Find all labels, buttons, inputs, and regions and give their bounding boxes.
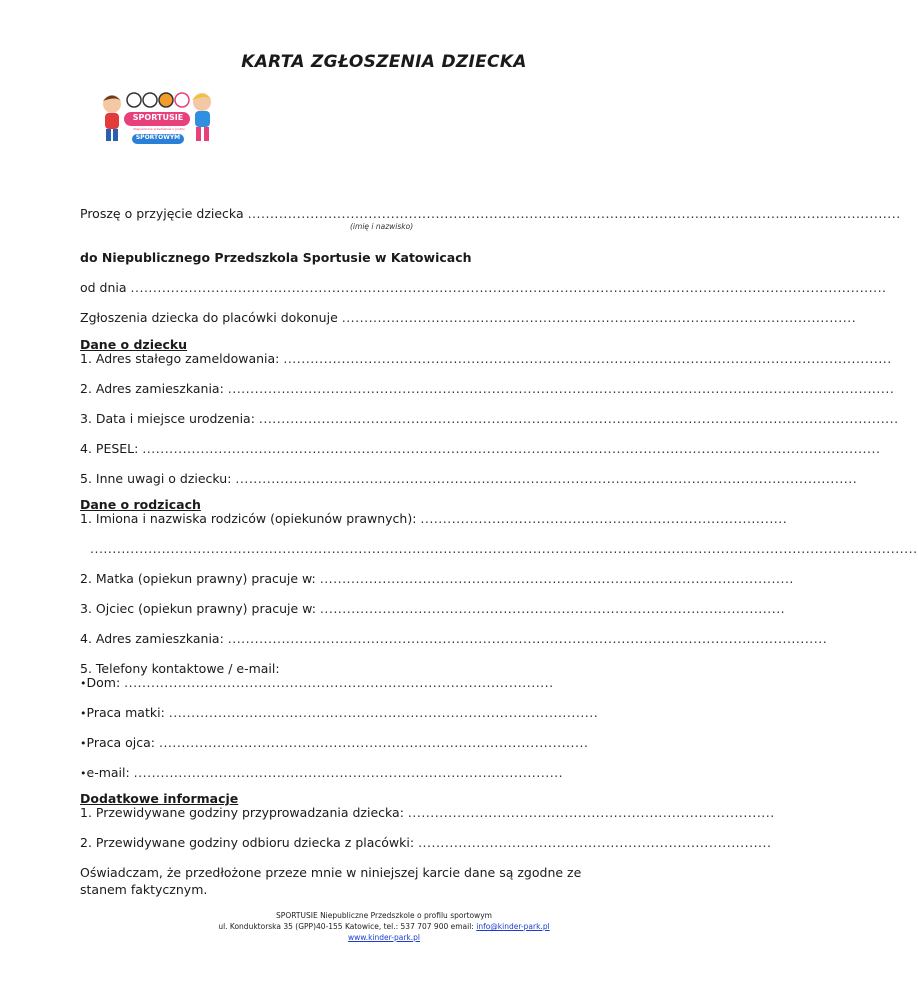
extra-section-heading: Dodatkowe informacje bbox=[80, 791, 239, 806]
parents-field-label: 1. Imiona i nazwiska rodziców (opiekunów prawnych): bbox=[80, 511, 421, 526]
parents-section-heading: Dane o rodzicach bbox=[80, 497, 201, 512]
from-date-line: od dnia ......................................................................................................................................................................... bbox=[80, 280, 887, 295]
child-field-label: 3. Data i miejsce urodzenia: bbox=[80, 411, 259, 426]
submitted-by-line: Zgłoszenia dziecka do placówki dokonuje ................................................................................................................... bbox=[80, 310, 857, 325]
declaration: Oświadczam, że przedłożone przeze mnie w niniejszej karcie dane są zgodne ze stanem faktycznym. bbox=[80, 865, 582, 897]
parents-field-1: 1. Imiona i nazwiska rodziców (opiekunów prawnych): .................................................................................. bbox=[80, 511, 788, 526]
name-hint: (imię i nazwisko) bbox=[350, 222, 414, 231]
request-label: Proszę o przyjęcie dziecka bbox=[80, 206, 248, 221]
child-field-3: 3. Data i miejsce urodzenia: ............................................................................................................................................... bbox=[80, 411, 899, 426]
parents-field-label: 2. Matka (opiekun prawny) pracuje w: bbox=[80, 571, 320, 586]
child-field-4: 4. PESEL: ..................................................................................................................................................................... bbox=[80, 441, 881, 456]
logo-text-small: Niepubliczne przedszkole o profilu bbox=[133, 127, 185, 131]
phone-label: Praca matki: bbox=[86, 705, 169, 720]
footer-email-link[interactable]: info@kinder-park.pl bbox=[476, 922, 550, 931]
kindergarten-name: do Niepublicznego Przedszkola Sportusie w Katowicach bbox=[80, 250, 472, 265]
child-field-label: 4. PESEL: bbox=[80, 441, 143, 456]
extra-field-1: 1. Przewidywane godziny przyprowadzania dziecka: .................................................................................. bbox=[80, 805, 775, 820]
phones-label: 5. Telefony kontaktowe / e-mail: bbox=[80, 661, 280, 676]
extra-field-2: 2. Przewidywane godziny odbioru dziecka z placówki: ............................................................................... bbox=[80, 835, 772, 850]
bullet-icon: • bbox=[80, 767, 87, 780]
extra-field-label: 1. Przewidywane godziny przyprowadzania dziecka: bbox=[80, 805, 408, 820]
parents-field-label: 4. Adres zamieszkania: bbox=[80, 631, 228, 646]
logo-text-sub: SPORTOWYM bbox=[135, 134, 181, 141]
document-title: KARTA ZGŁOSZENIA DZIECKA bbox=[241, 52, 527, 72]
footer-line-1: SPORTUSIE Niepubliczne Przedszkole o profilu sportowym bbox=[276, 911, 492, 920]
request-line: Proszę o przyjęcie dziecka .................................................................................................................................................. bbox=[80, 206, 901, 221]
parents-field-label: 3. Ojciec (opiekun prawny) pracuje w: bbox=[80, 601, 320, 616]
bullet-icon: • bbox=[80, 707, 87, 720]
phone-label: Praca ojca: bbox=[86, 735, 159, 750]
child-field-5: 5. Inne uwagi o dziecku: ........................................................................................................................................... bbox=[80, 471, 858, 486]
child-section-heading: Dane o dziecku bbox=[80, 337, 188, 352]
parents-field-4: 4. Adres zamieszkania: ...................................................................................................................................... bbox=[80, 631, 828, 646]
child-field-label: 5. Inne uwagi o dziecku: bbox=[80, 471, 236, 486]
phone-mother-work: •Praca matki: ................................................................................................ bbox=[80, 705, 599, 720]
phone-label: Dom: bbox=[86, 675, 125, 690]
submitted-by-label: Zgłoszenia dziecka do placówki dokonuje bbox=[80, 310, 342, 325]
from-date-label: od dnia bbox=[80, 280, 131, 295]
footer-line-3 bbox=[0, 932, 768, 943]
parents-field-1-continuation: ......................................................................................................................................................................................... bbox=[90, 541, 918, 556]
child-field-1: 1. Adres stałego zameldowania: ........................................................................................................................................ bbox=[80, 351, 892, 366]
child-field-label: 2. Adres zamieszkania: bbox=[80, 381, 228, 396]
child-field-2: 2. Adres zamieszkania: ..................................................................................................................................................... bbox=[80, 381, 895, 396]
child-field-label: 1. Adres stałego zameldowania: bbox=[80, 351, 284, 366]
parents-field-3: 3. Ojciec (opiekun prawny) pracuje w: ........................................................................................................ bbox=[80, 601, 786, 616]
footer-line-2 bbox=[0, 921, 768, 932]
phone-father-work: •Praca ojca: ................................................................................................ bbox=[80, 735, 589, 750]
phone-label: e-mail: bbox=[86, 765, 134, 780]
bullet-icon: • bbox=[80, 677, 87, 690]
footer-website-link[interactable]: www.kinder-park.pl bbox=[348, 933, 420, 942]
extra-field-label: 2. Przewidywane godziny odbioru dziecka z placówki: bbox=[80, 835, 419, 850]
parents-field-2: 2. Matka (opiekun prawny) pracuje w: .......................................................................................................... bbox=[80, 571, 794, 586]
phone-home: •Dom: ................................................................................................ bbox=[80, 675, 554, 690]
footer-address: ul. Konduktorska 35 (GPP)40-155 Katowice, tel.: 537 707 900 email: bbox=[218, 922, 477, 931]
bullet-icon: • bbox=[80, 737, 87, 750]
email-field: •e-mail: ................................................................................................ bbox=[80, 765, 564, 780]
logo-text-main: SPORTUSIE bbox=[132, 113, 184, 122]
